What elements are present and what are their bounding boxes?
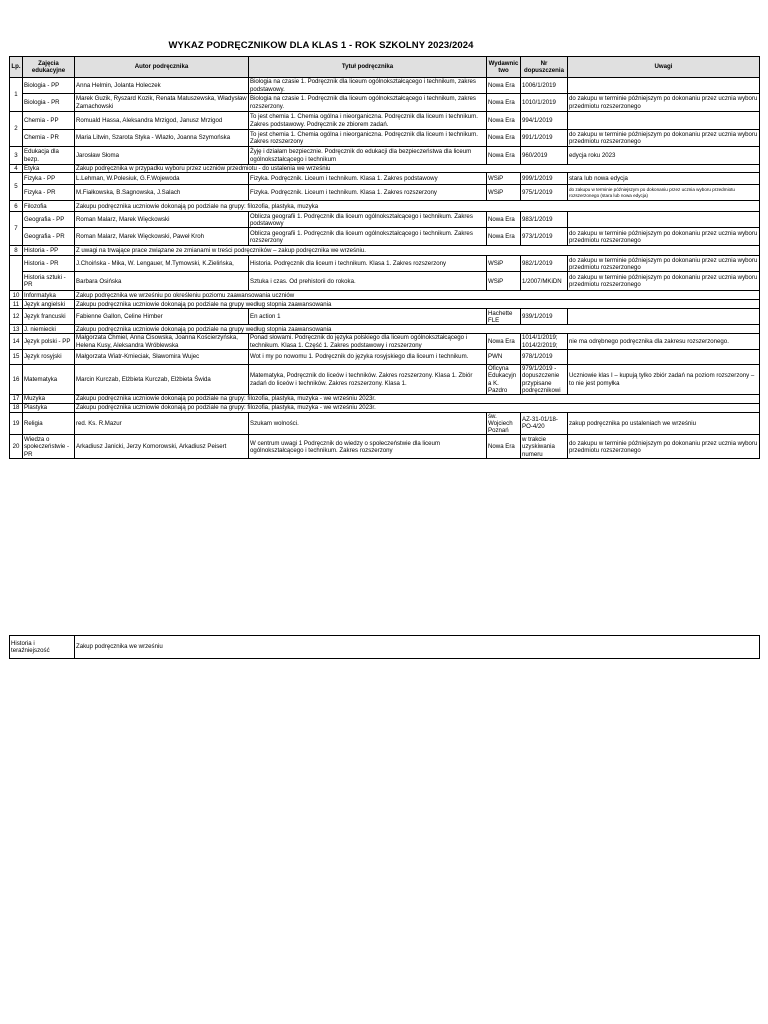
table-row xyxy=(10,256,760,272)
cell-subject: Język francuski xyxy=(23,309,75,325)
header-notes: Uwagi xyxy=(568,57,760,78)
cell-publisher: Nowa Era xyxy=(487,228,521,246)
table-row xyxy=(10,78,760,94)
cell-publisher: Nowa Era xyxy=(487,94,521,112)
extra-text: Zakup podręcznika we wrześniu xyxy=(75,636,760,659)
table-row xyxy=(10,246,760,256)
cell-subject: Chemia - PP xyxy=(23,112,75,130)
cell-note-merged: Z uwagi na trwające prace związane ze zmianami w treści podręczników – zakup podręcznika we wrześniu. xyxy=(75,246,760,256)
cell-approval: 1014/1/2019; 1014/2/2019; xyxy=(521,334,568,350)
cell-lp: 5 xyxy=(10,173,23,201)
cell-notes xyxy=(568,112,760,130)
cell-lp: 20 xyxy=(10,435,23,459)
cell-title: Fizyka. Podręcznik. Liceum i technikum. Klasa 1. Zakres podstawowy xyxy=(249,173,487,185)
table-row xyxy=(10,130,760,147)
table-row xyxy=(10,212,760,228)
cell-subject: Język rosyjski xyxy=(23,349,75,364)
cell-lp: 12 xyxy=(10,309,23,325)
extra-subject: Historia i teraźniejszość xyxy=(10,636,75,659)
cell-lp: 14 xyxy=(10,334,23,350)
table-row xyxy=(10,147,760,165)
cell-author: Fabienne Gallon, Celine Himber xyxy=(75,309,249,325)
cell-notes: do zakupu w terminie późniejszym po dokonaniu przez ucznia wyboru przedmiotu rozszerzonego xyxy=(568,256,760,272)
cell-approval: 1/2007/MKiDN xyxy=(521,272,568,291)
cell-approval: 979/1/2019 - dopuszczenie przypisane podręcznikowi xyxy=(521,364,568,394)
cell-note-merged: Zakupu podręcznika uczniowie dokonają po podziale na grupy: filozofia, plastyka, muzyka - we wrześniu 2023r. xyxy=(75,395,760,403)
cell-publisher: Hachette FLE xyxy=(487,309,521,325)
cell-title: To jest chemia 1. Chemia ogólna i nieorganiczna. Podręcznik dla liceum i technikum. Zakres podstawowy. Podręcznik ze zbiorem zadań. xyxy=(249,112,487,130)
cell-subject: Religia xyxy=(23,412,75,435)
cell-subject: Edukacja dla bezp. xyxy=(23,147,75,165)
cell-lp: 16 xyxy=(10,364,23,394)
cell-lp: 3 xyxy=(10,147,23,165)
cell-notes: do zakupu w terminie późniejszym po dokonaniu przez ucznia wyboru przedmiotu rozszerzonego xyxy=(568,130,760,147)
header-author: Autor podręcznika xyxy=(75,57,249,78)
cell-author: Roman Malarz, Marek Więckowski xyxy=(75,212,249,228)
textbook-table xyxy=(9,56,760,459)
cell-publisher: WSiP xyxy=(487,185,521,201)
cell-notes: do zakupu w terminie późniejszym po dokonaniu przez ucznia wyboru przedmiotu rozszerzonego xyxy=(568,228,760,246)
cell-publisher: Nowa Era xyxy=(487,78,521,94)
table-row xyxy=(10,228,760,246)
cell-author: Małgorzata Chmiel, Anna Cisowska, Joanna Kościerzyńska, Helena Kusy, Aleksandra Wróblewska xyxy=(75,334,249,350)
header-approval: Nr dopuszczenia xyxy=(521,57,568,78)
cell-title: To jest chemia 1. Chemia ogólna i nieorganiczna. Podręcznik dla liceum i technikum. Zakres rozszerzony xyxy=(249,130,487,147)
cell-author: Małgorzata Wiatr-Kmieciak, Sławomira Wujec xyxy=(75,349,249,364)
table-row xyxy=(10,395,760,403)
cell-title: W centrum uwagi 1 Podręcznik do wiedzy o społeczeństwie dla liceum ogólnokształcącego i technikum. Zakres rozszerzony xyxy=(249,435,487,459)
table-row xyxy=(10,334,760,350)
cell-notes xyxy=(568,309,760,325)
header-subject: Zajęcia edukacyjne xyxy=(23,57,75,78)
table-row xyxy=(10,403,760,412)
cell-publisher: Nowa Era xyxy=(487,334,521,350)
cell-subject: Fizyka - PP xyxy=(23,173,75,185)
cell-title: Matematyka, Podręcznik do liceów i techników. Zakres rozszerzony. Klasa 1. Zbiór zadań do liceów i techników. Zakres rozszerzony. Klasa 1. xyxy=(249,364,487,394)
cell-notes: edycja roku 2023 xyxy=(568,147,760,165)
cell-author: M.Fiałkowska, B.Sagnowska, J.Salach xyxy=(75,185,249,201)
cell-author: Maria Litwin, Szarota Styka - Wlazło, Joanna Szymońska xyxy=(75,130,249,147)
cell-note-merged: Zakup podręcznika we wrześniu po określeniu poziomu zaawansowania uczniów xyxy=(75,291,760,300)
table-row xyxy=(10,291,760,300)
cell-approval: 1010/1/2019 xyxy=(521,94,568,112)
cell-subject: Historia - PP xyxy=(23,246,75,256)
cell-subject: Fizyka - PR xyxy=(23,185,75,201)
table-row xyxy=(10,325,760,334)
cell-notes: do zakupu w terminie późniejszym po dokonaniu przez ucznia wyboru przedmiotu rozszerzonego xyxy=(568,272,760,291)
cell-author: Barbara Osińska xyxy=(75,272,249,291)
cell-subject: Język angielski xyxy=(23,300,75,309)
cell-approval: AZ-31-01/18-PO-4/20 xyxy=(521,412,568,435)
cell-title: Oblicza geografii 1. Podręcznik dla liceum ogólnokształcącego i technikum. Zakres rozszerzony xyxy=(249,228,487,246)
cell-note-merged: Zakupu podręcznika uczniowie dokonają po podziale na grupy: filozofia, plastyka, muzyka - we wrześniu 2023r. xyxy=(75,403,760,412)
cell-lp xyxy=(10,256,23,291)
cell-publisher: Nowa Era xyxy=(487,112,521,130)
cell-subject: Wiedza o społeczeństwie - PR xyxy=(23,435,75,459)
cell-approval: 978/1/2019 xyxy=(521,349,568,364)
table-row xyxy=(10,201,760,212)
cell-author: red. Ks. R.Mazur xyxy=(75,412,249,435)
cell-notes: do zakupu w terminie późniejszym po dokonaniu przez ucznia wyboru przedmiotu rozszerzonego xyxy=(568,435,760,459)
cell-approval: 994/1/2019 xyxy=(521,112,568,130)
extra-table xyxy=(9,635,760,659)
cell-title: En action 1 xyxy=(249,309,487,325)
table-header-row xyxy=(10,57,760,78)
cell-subject: Biologia - PP xyxy=(23,78,75,94)
cell-author: Roman Malarz, Marek Więckowski, Paweł Kroh xyxy=(75,228,249,246)
cell-publisher: Nowa Era xyxy=(487,435,521,459)
cell-approval: 973/1/2019 xyxy=(521,228,568,246)
table-body xyxy=(10,78,760,459)
cell-notes: do zakupu w terminie późniejszym po dokonaniu przez ucznia wyboru przedmiotu rozszerzonego xyxy=(568,94,760,112)
cell-subject: Biologia - PR xyxy=(23,94,75,112)
cell-approval: w trakcie uzyskiwania numeru xyxy=(521,435,568,459)
table-row xyxy=(10,412,760,435)
cell-publisher: Nowa Era xyxy=(487,212,521,228)
cell-lp: 2 xyxy=(10,112,23,147)
cell-notes: zakup podręcznika po ustaleniach we wrześniu xyxy=(568,412,760,435)
cell-title: Oblicza geografii 1. Podręcznik dla liceum ogólnokształcącego i technikum. Zakres podstawowy xyxy=(249,212,487,228)
cell-notes: Uczniowie klas I – kupują tylko zbiór zadań na poziom rozszerzony – to nie jest pomyłka xyxy=(568,364,760,394)
cell-subject: Informatyka xyxy=(23,291,75,300)
cell-title: Historia. Podręcznik dla liceum i technikum. Klasa 1. Zakres rozszerzony xyxy=(249,256,487,272)
cell-subject: J. niemiecki xyxy=(23,325,75,334)
cell-notes: do zakupu w terminie późniejszym po dokonaniu przez ucznia wyboru przedmiotu rozszerzonego (stara lub nowa edycja) xyxy=(568,185,760,201)
cell-subject: Geografia - PR xyxy=(23,228,75,246)
cell-subject: Filozofia xyxy=(23,201,75,212)
table-row xyxy=(10,272,760,291)
cell-note-merged: Zakupu podręcznika uczniowie dokonają po podziale na grupy według stopnia zaawansowania xyxy=(75,300,760,309)
cell-approval: 1006/1/2019 xyxy=(521,78,568,94)
cell-lp: 17 xyxy=(10,395,23,403)
table-row xyxy=(10,94,760,112)
cell-approval: 960/2019 xyxy=(521,147,568,165)
cell-publisher: Nowa Era xyxy=(487,130,521,147)
cell-author: L.Lehman, W.Polesiuk, G.F.Wojewoda xyxy=(75,173,249,185)
cell-author: Anna Helmin, Jolanta Holeczek xyxy=(75,78,249,94)
cell-lp: 4 xyxy=(10,165,23,173)
cell-publisher: WSiP xyxy=(487,173,521,185)
cell-notes xyxy=(568,78,760,94)
cell-approval: 991/1/2019 xyxy=(521,130,568,147)
cell-title: Żyję i działam bezpiecznie. Podręcznik do edukacji dla bezpieczeństwa dla liceum ogólnokształcącego i technikum xyxy=(249,147,487,165)
cell-subject: Historia - PR xyxy=(23,256,75,272)
cell-author: Romuald Hassa, Aleksandra Mrzigod, Janusz Mrzigod xyxy=(75,112,249,130)
header-publisher: Wydawnictwo xyxy=(487,57,521,78)
cell-note-merged: Zakup podręcznika w przypadku wyboru przez uczniów przedmiotu - do ustalenia we wrześniu xyxy=(75,165,760,173)
cell-author: Jarosław Słoma xyxy=(75,147,249,165)
cell-lp: 11 xyxy=(10,300,23,309)
cell-approval: 939/1/2019 xyxy=(521,309,568,325)
cell-title: Biologia na czasie 1. Podręcznik dla liceum ogólnokształcącego i technikum, zakres podstawowy. xyxy=(249,78,487,94)
table-row xyxy=(10,165,760,173)
header-lp: Lp. xyxy=(10,57,23,78)
cell-approval: 999/1/2019 xyxy=(521,173,568,185)
cell-author: Marcin Kurczab, Elżbieta Kurczab, Elżbieta Świda xyxy=(75,364,249,394)
cell-publisher: WSiP xyxy=(487,272,521,291)
cell-note-merged: Zakupu podręcznika uczniowie dokonają po podziale na grupy według stopnia zaawansowania xyxy=(75,325,760,334)
cell-title: Szukam wolności. xyxy=(249,412,487,435)
table-row xyxy=(10,185,760,201)
cell-publisher: św. Wojciech Poznań xyxy=(487,412,521,435)
cell-publisher: Nowa Era xyxy=(487,147,521,165)
cell-approval: 982/1/2019 xyxy=(521,256,568,272)
cell-title: Ponad słowami. Podręcznik do języka polskiego dla liceum ogólnokształcącego i technikum. Klasa 1. Część 1. Zakres podstawowy i rozszerzony xyxy=(249,334,487,350)
cell-publisher: PWN xyxy=(487,349,521,364)
cell-title: Fizyka. Podręcznik. Liceum i technikum. Klasa 1. Zakres rozszerzony xyxy=(249,185,487,201)
table-row xyxy=(10,435,760,459)
table-row xyxy=(10,364,760,394)
cell-author: Marek Guzik, Ryszard Kozik, Renata Matuszewska, Władysław Zamachowski xyxy=(76,95,247,110)
cell-subject: Etyka xyxy=(23,165,75,173)
cell-title: Wot i my po nowomu 1. Podręcznik do języka rosyjskiego dla liceum i technikum. xyxy=(249,349,487,364)
table-row xyxy=(10,173,760,185)
cell-subject: Muzyka xyxy=(23,395,75,403)
cell-lp: 8 xyxy=(10,246,23,256)
table-row xyxy=(10,349,760,364)
cell-lp: 18 xyxy=(10,403,23,412)
header-title: Tytuł podręcznika xyxy=(249,57,487,78)
cell-notes xyxy=(568,212,760,228)
cell-lp: 19 xyxy=(10,412,23,435)
table-row xyxy=(10,309,760,325)
cell-subject: Plastyka xyxy=(23,403,75,412)
document-title: WYKAZ PODRĘCZNIKOW DLA KLAS 1 - ROK SZKOLNY 2023/2024 xyxy=(168,40,474,51)
cell-lp: 7 xyxy=(10,212,23,246)
cell-subject: Chemia - PR xyxy=(23,130,75,147)
cell-note-merged: Zakupu podręcznika uczniowie dokonają po podziale na grupy: filozofia, plastyka, muzyka xyxy=(75,201,760,212)
cell-title: Biologia na czasie 1. Podręcznik dla liceum ogólnokształcącego i technikum, zakres rozszerzony. xyxy=(249,94,487,112)
cell-publisher: WSiP xyxy=(487,256,521,272)
cell-lp: 15 xyxy=(10,349,23,364)
cell-title: Sztuka i czas. Od prehistorii do rokoka. xyxy=(249,272,487,291)
cell-lp: 6 xyxy=(10,201,23,212)
cell-lp: 10 xyxy=(10,291,23,300)
cell-subject: Matematyka xyxy=(23,364,75,394)
cell-notes: nie ma odrębnego podręcznika dla zakresu rozszerzonego. xyxy=(568,334,760,350)
cell-subject: Geografia - PP xyxy=(23,212,75,228)
cell-notes: stara lub nowa edycja xyxy=(568,173,760,185)
cell-subject: Język polski - PP xyxy=(23,334,75,350)
cell-publisher: Oficyna Edukacyjna K. Pazdro xyxy=(487,364,521,394)
table-row xyxy=(10,300,760,309)
table-row xyxy=(10,112,760,130)
cell-lp: 13 xyxy=(10,325,23,334)
cell-subject: Historia sztuki - PR xyxy=(23,272,75,291)
cell-author: J.Choińska - Mika, W. Lengauer, M.Tymowski, K.Zielińska, xyxy=(75,256,249,272)
cell-author: Arkadiusz Janicki, Jerzy Komorowski, Arkadiusz Peisert xyxy=(75,435,249,459)
extra-row xyxy=(10,636,760,659)
cell-approval: 975/1/2019 xyxy=(521,185,568,201)
cell-notes xyxy=(568,349,760,364)
cell-lp: 1 xyxy=(10,78,23,112)
cell-approval: 983/1/2019 xyxy=(521,212,568,228)
